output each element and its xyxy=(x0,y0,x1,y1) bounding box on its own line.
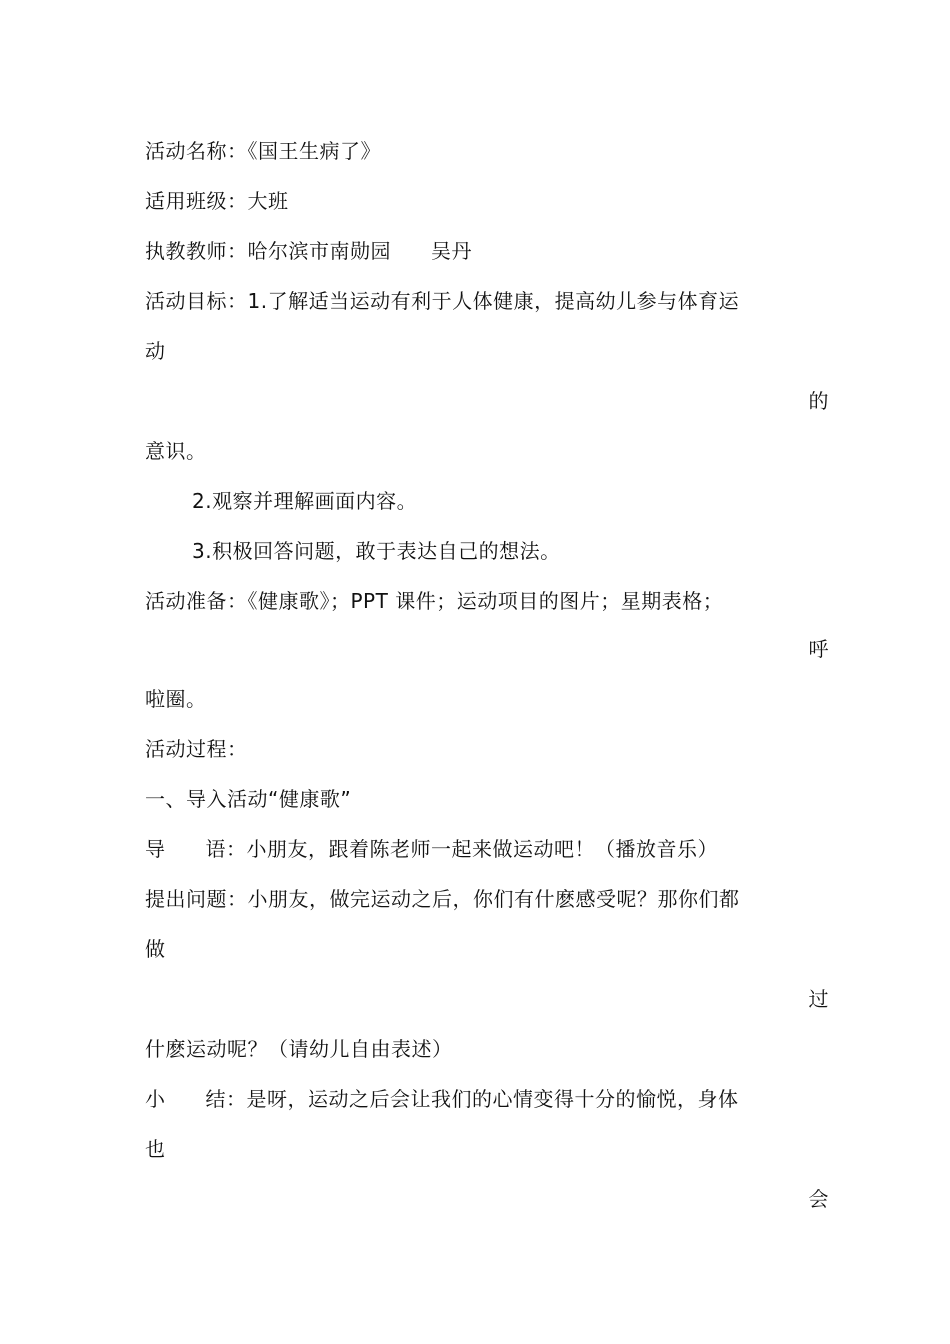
question-line-3: 过 xyxy=(808,987,829,1011)
teacher-line xyxy=(145,238,472,264)
question-line-1: 提出问题：小朋友，做完运动之后，你们有什麽感受呢？那你们都 xyxy=(145,887,740,911)
intro-label-b: 语：小朋友，跟着陈老师一起来做运动吧！（播放音乐） xyxy=(205,837,718,861)
intro-label-a: 导 xyxy=(145,837,166,861)
question-line-2: 做 xyxy=(145,937,166,961)
goal-line-1: 活动目标：1.了解适当运动有利于人体健康，提高幼儿参与体育运 xyxy=(145,289,740,313)
preparation-line-3: 啦圈。 xyxy=(145,687,207,711)
goal-line-4: 意识。 xyxy=(145,439,207,463)
preparation-line-2: 呼 xyxy=(808,637,829,661)
goal-line-2: 动 xyxy=(145,339,166,363)
goal-line-3: 的 xyxy=(808,389,829,413)
teacher-name: 吴丹 xyxy=(431,239,472,263)
intro-line xyxy=(145,836,718,862)
summary-label-a: 小 xyxy=(145,1087,166,1111)
section-1-heading: 一、导入活动“健康歌” xyxy=(145,787,352,811)
summary-line-2: 也 xyxy=(145,1137,166,1161)
summary-line-1 xyxy=(145,1086,739,1112)
preparation-line-1: 活动准备：《健康歌》；PPT 课件；运动项目的图片；星期表格； xyxy=(145,589,724,613)
teacher-label: 执教教师：哈尔滨市南勋园 xyxy=(145,239,391,263)
goal-item-3: 3.积极回答问题，敢于表达自己的想法。 xyxy=(192,539,561,563)
summary-line-3: 会 xyxy=(808,1187,829,1211)
process-title: 活动过程： xyxy=(145,737,248,761)
activity-name-line: 活动名称：《国王生病了》 xyxy=(145,139,381,163)
question-line-4: 什麽运动呢？（请幼儿自由表述） xyxy=(145,1037,453,1061)
goal-item-2: 2.观察并理解画面内容。 xyxy=(192,489,418,513)
summary-label-b: 结：是呀，运动之后会让我们的心情变得十分的愉悦，身体 xyxy=(205,1087,739,1111)
class-level-line: 适用班级：大班 xyxy=(145,189,289,213)
